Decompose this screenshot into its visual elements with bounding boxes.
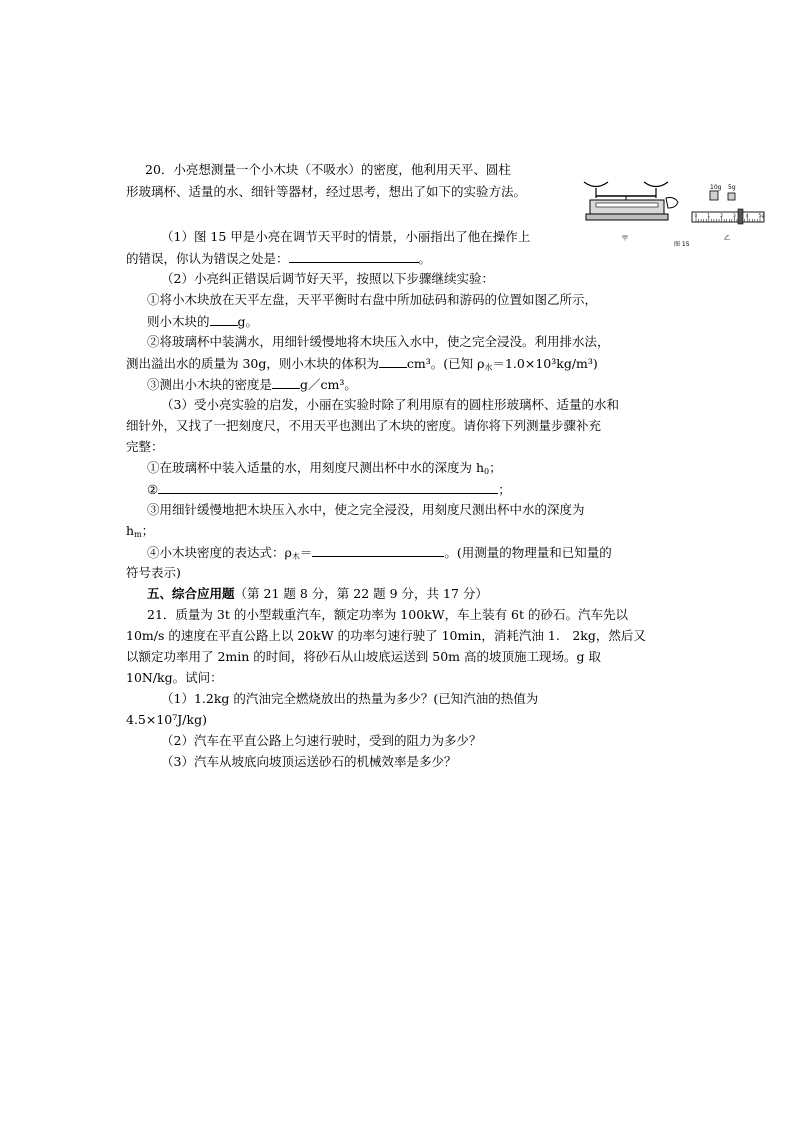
q21-line1: 21．质量为 3t 的小型载重汽车，额定功率为 100kW，车上装有 6t 的砂石。汽车先以 [147, 607, 629, 622]
q20-step3-unit: g／cm³。 [300, 377, 357, 392]
hm-symbol: h [126, 523, 135, 538]
q21-line2: 10m/s 的速度在平直公路上以 20kW 的功率匀速行驶了 10min，消耗汽油 1. 2kg，然后又 [126, 628, 646, 643]
caption-jia: 甲 [622, 235, 629, 242]
q20-step2-prompt: 测出溢出水的质量为 30g，则小木块的体积为 [126, 356, 379, 371]
weight-5g [728, 193, 735, 200]
rider-marker [738, 209, 743, 224]
h0-subscript: 0 [484, 467, 490, 476]
q20-part3-line3: 完整： [126, 439, 164, 454]
q20-step3 [147, 376, 357, 393]
answer-blank-error[interactable] [289, 250, 419, 263]
section5-heading [147, 586, 488, 602]
q20-task1 [147, 460, 502, 480]
q20-task2-end: ； [498, 482, 511, 497]
q20-part3-line1: （3）受小亮实验的启发，小丽在实验时除了利用原有的圆柱形玻璃杯、适量的水和 [161, 397, 619, 412]
q20-part1-prompt: 的错误，你认为错误之处是： [126, 251, 289, 266]
q20-step1-unit: g。 [237, 314, 259, 329]
scale-number: 2 [720, 214, 723, 219]
balance-base [586, 214, 668, 220]
weight-10g-label: 10g [710, 184, 722, 191]
rho-wood-subscript: 木 [291, 552, 300, 561]
q20-part1-line2 [126, 250, 431, 267]
q20-task4-line1 [147, 544, 612, 565]
q20-task2 [147, 481, 511, 498]
answer-blank-volume[interactable] [379, 355, 407, 368]
q20-part1-end: 。 [418, 251, 432, 266]
q20-step2-line2 [126, 355, 598, 376]
q20-stem-line2: 形玻璃杯、适量的水、细针等器材，经过思考，想出了如下的实验方法。 [126, 184, 527, 199]
q20-step2-line1: ②将玻璃杯中装满水，用细针缓慢地将木块压入水中，使之完全浸没。利用排水法， [147, 334, 610, 349]
q20-stem-line1: 20．小亮想测量一个小木块（不吸水）的密度，他利用天平、圆柱 [145, 162, 511, 177]
scale-number: 0 [694, 214, 698, 219]
weight-5g-label: 5g [728, 184, 736, 191]
q20-task4-suffix: 。(用测量的物理量和已知量的 [444, 545, 612, 560]
q20-task3-line1: ③用细针缓慢地把木块压入水中，使之完全浸没，用刻度尺测出杯中水的深度为 [147, 502, 585, 517]
q21-sub1-line1: （1）1.2kg 的汽油完全燃烧放出的热量为多少？(已知汽油的热值为 [161, 691, 539, 706]
q20-step1-line1: ①将小木块放在天平左盘，天平平衡时右盘中所加砝码和游码的位置如图乙所示， [147, 292, 598, 307]
scale-number: 4 [745, 214, 749, 219]
q20-step1-line2 [147, 313, 258, 330]
scale-number: 3 [732, 214, 736, 219]
rho-water-subscript: 水 [484, 363, 493, 372]
figure-15-balance [582, 168, 766, 250]
q21-sub3: （3）汽车从坡底向坡顶运送砂石的机械效率是多少？ [161, 754, 457, 769]
answer-blank-mass[interactable] [210, 313, 238, 326]
scale-number: 1 [707, 214, 711, 219]
q20-task1-text: ①在玻璃杯中装入适量的水，用刻度尺测出杯中水的深度为 h [147, 460, 485, 475]
q20-task3-line2 [126, 523, 154, 543]
q20-step2-given: ＝1.0×10³kg/m³) [492, 356, 598, 371]
q20-task1-end: ； [489, 460, 502, 475]
q20-task3-end: ； [141, 523, 155, 538]
answer-blank-step2[interactable] [158, 481, 498, 494]
q20-step2-unit: cm³。(已知 ρ [406, 356, 485, 371]
answer-blank-expression[interactable] [312, 544, 444, 557]
q20-task4-equals: ＝ [299, 545, 313, 560]
scale-number: 5g [758, 214, 765, 219]
hm-subscript: m [134, 530, 142, 539]
q20-part3-line2: 细针外，又找了一把刻度尺，不用天平也测出了木块的密度。请你将下列测量步骤补充 [126, 418, 602, 433]
section5-title: 五、综合应用题 [147, 586, 235, 601]
section5-note: （第 21 题 8 分，第 22 题 9 分，共 17 分） [234, 586, 488, 601]
q20-task4-line2: 符号表示) [126, 565, 181, 580]
weight-10g [710, 191, 718, 200]
figure-caption: 图 15 [674, 241, 690, 248]
q21-line3: 以额定功率用了 2min 的时间，将砂石从山坡底运送到 50m 高的坡顶施工现场。g 取 [126, 649, 601, 664]
q20-task2-number: ② [147, 482, 159, 497]
q20-step3-prompt: ③测出小木块的密度是 [147, 377, 273, 392]
q21-sub1-line2: 4.5×10⁷J/kg) [126, 712, 207, 727]
q20-part2-intro: （2）小亮纠正错误后调节好天平，按照以下步骤继续实验： [161, 271, 494, 286]
q21-line4: 10N/kg。试问： [126, 670, 223, 685]
rider-scale-bar [692, 212, 764, 222]
caption-yi: 乙 [724, 235, 731, 242]
q20-step1-prompt: 则小木块的 [147, 314, 210, 329]
q21-sub2: （2）汽车在平直公路上匀速行驶时，受到的阻力为多少？ [161, 733, 482, 748]
balance-rider-scale [596, 203, 658, 207]
q20-part1-line1: （1）图 15 甲是小亮在调节天平时的情景，小丽指出了他在操作上 [161, 229, 531, 244]
answer-blank-density[interactable] [272, 376, 300, 389]
q20-task4-prompt: ④小木块密度的表达式：ρ [147, 545, 292, 560]
hand-adjusting-nut [666, 198, 678, 209]
